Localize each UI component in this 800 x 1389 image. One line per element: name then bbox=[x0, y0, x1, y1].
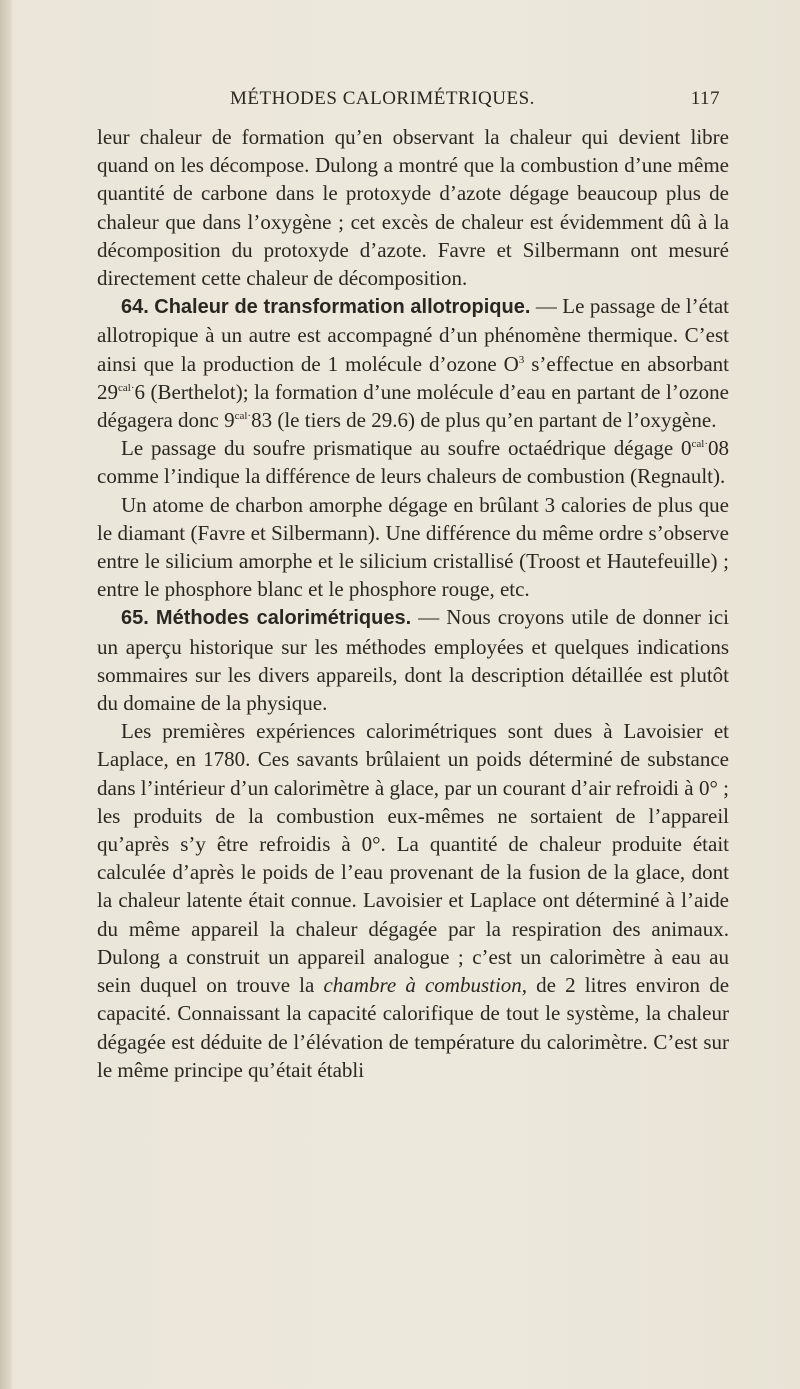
ozone-subscript: 3 bbox=[518, 353, 525, 366]
section-65-title: Méthodes calorimétriques. bbox=[155, 607, 412, 630]
section-65-text: — Nous croyons utile de donner ici un aperçu historique sur les méthodes employées et quelques indications sommaires sur les divers appareils, dont la description détaillée est plutôt du domaine de la physique. bbox=[97, 605, 729, 716]
cal-superscript-3: cal· bbox=[691, 438, 708, 451]
paragraph-lavoisier bbox=[97, 717, 729, 1084]
section-65 bbox=[97, 603, 729, 717]
paragraph-continuation: leur chaleur de formation qu’en observant la chaleur qui devient libre quand on les décompose. Dulong a montré que la combustion d’une même quantité de carbone dans le protoxyde d’azote dégage beaucoup plus de chaleur que dans l’oxygène ; cet excès de chaleur est évidemment dû à la décomposition du protoxyde d’azote. Favre et Silbermann ont mesuré directement cette chaleur de décomposition. bbox=[97, 125, 729, 291]
section-64 bbox=[97, 292, 729, 434]
paragraph-soufre bbox=[97, 434, 729, 490]
section-65-number: 65. bbox=[121, 607, 149, 630]
lavoisier-text-a: Les premières expériences calorimétriques sont dues à Lavoisier et Laplace, en 1780. Ces savants brûlaient un poids déterminé de substance dans l’intérieur d’un calorimètre à glace, par un courant d’air refroidi à 0° ; les produits de la combustion eux-mêmes ne sortaient de l’appareil qu’après s’y être refroidis à 0°. La quantité de chaleur produite était calculée d’après le poids de l’eau provenant de la fusion de la glace, dont la chaleur latente était connue. Lavoisier et Laplace ont déterminé à l’aide du même appareil la chaleur dégagée par la respiration des animaux. Dulong a construit un appareil analogue ; c’est un calorimètre à eau au sein duquel on trouve la bbox=[97, 719, 729, 998]
body-text bbox=[97, 123, 729, 1084]
section-64-title: Chaleur de transformation allotropique. bbox=[154, 296, 531, 319]
section-64-text-d: 83 (le tiers de 29.6) de plus qu’en partant de l’oxygène. bbox=[251, 408, 717, 433]
cal-superscript-1: cal· bbox=[118, 381, 135, 394]
running-head: MÉTHODES CALORIMÉTRIQUES. bbox=[230, 88, 535, 109]
lavoisier-text-b: , de 2 litres environ de capacité. Connaissant la capacité calorifique de tout le système, la chaleur dégagée est déduite de l’élévation de température du calorimètre. C’est sur le même principe qu’était établi bbox=[97, 973, 730, 1082]
section-64-text-b: s’effectue en absorbant 29 bbox=[97, 351, 729, 404]
soufre-text-b: 08 comme l’indique la différence de leurs chaleurs de combustion (Regnault). bbox=[97, 436, 729, 489]
page-number: 117 bbox=[690, 88, 720, 109]
page-binding-edge bbox=[0, 0, 12, 1389]
soufre-text-a: Le passage du soufre prismatique au soufre octaédrique dégage 0 bbox=[121, 436, 692, 461]
cal-superscript-2: cal· bbox=[234, 410, 252, 423]
paragraph-charbon: Un atome de charbon amorphe dégage en brûlant 3 calories de plus que le diamant (Favre et Silbermann). Une différence du même ordre s’observe entre le silicium amorphe et le silicium cristallisé (Troost et Hautefeuille) ; entre le phosphore blanc et le phosphore rouge, etc. bbox=[97, 492, 729, 602]
chambre-combustion-italic: chambre à combustion bbox=[323, 973, 522, 998]
section-64-number: 64. bbox=[121, 296, 149, 319]
section-64-text-a: — Le passage de l’état allotropique à un autre est accompagné d’un phénomène thermique. C’est ainsi que la production de 1 molécule d’ozone O bbox=[97, 294, 729, 376]
section-64-text-c: 6 (Berthelot); la formation d’une molécule d’eau en partant de l’ozone dégagera donc 9 bbox=[97, 379, 729, 433]
